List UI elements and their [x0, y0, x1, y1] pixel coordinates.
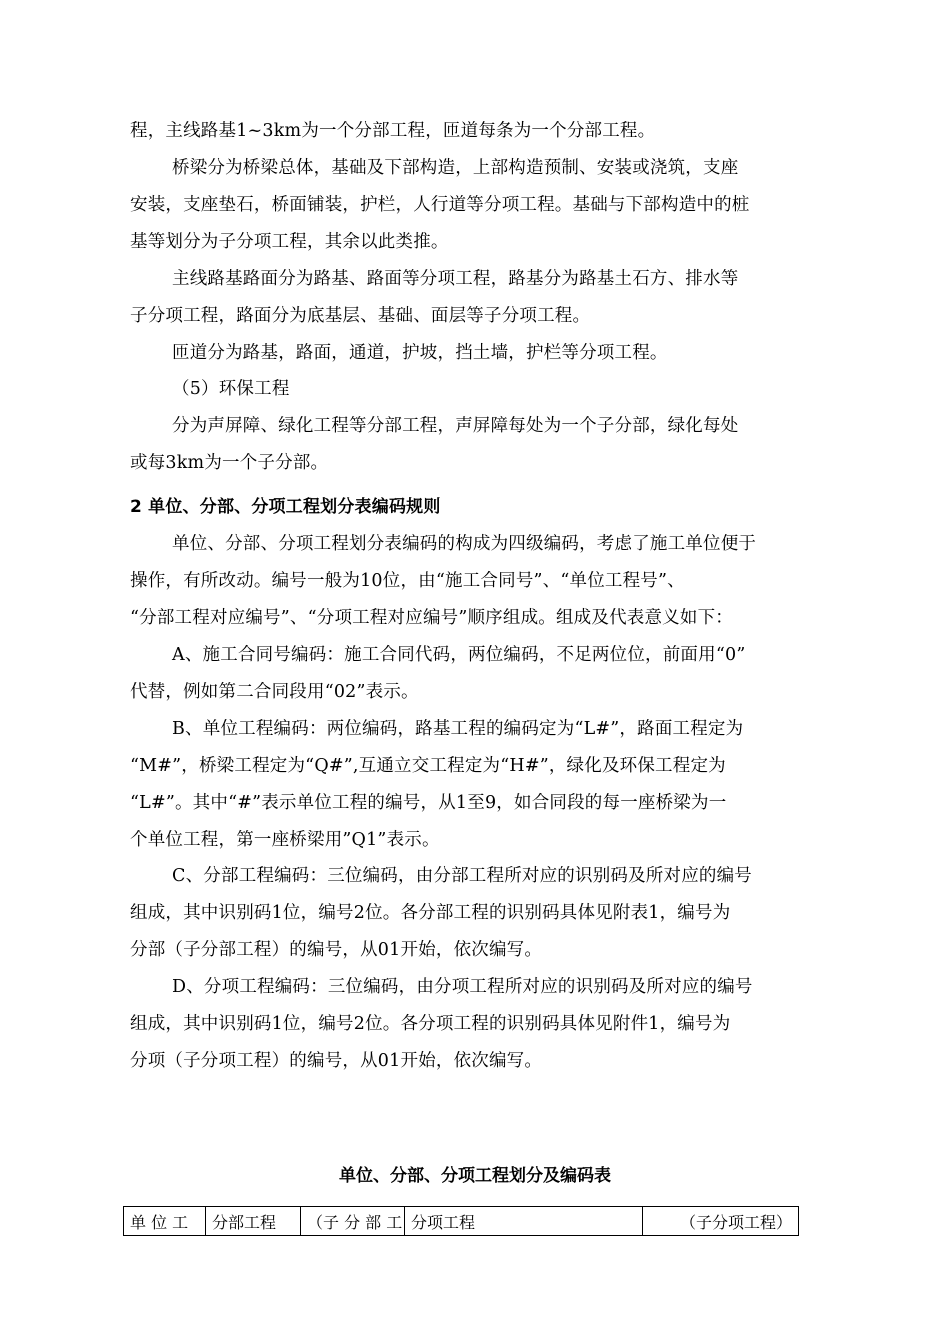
- text-line: “M#”，桥梁工程定为“Q#”,互通立交工程定为“H#”，绿化及环保工程定为: [130, 756, 726, 776]
- text-line: “L#”。其中“#”表示单位工程的编号，从1至9，如合同段的每一座桥梁为一: [130, 793, 727, 813]
- text-line: 分为声屏障、绿化工程等分部工程，声屏障每处为一个子分部，绿化每处: [172, 416, 739, 436]
- text-line: 分部（子分部工程）的编号，从01开始，依次编写。: [130, 940, 543, 960]
- table-header-cell: （子 分 部 工: [301, 1207, 405, 1236]
- text-line: 单位、分部、分项工程划分表编码的构成为四级编码，考虑了施工单位便于: [172, 534, 757, 554]
- table-header-row: [124, 1207, 799, 1236]
- text-line: 组成，其中识别码1位，编号2位。各分部工程的识别码具体见附表1，编号为: [130, 903, 731, 923]
- table-header-cell: 分部工程: [206, 1207, 301, 1236]
- text-line: B、单位工程编码：两位编码，路基工程的编码定为“L#”，路面工程定为: [172, 719, 744, 739]
- text-line: C、分部工程编码：三位编码，由分部工程所对应的识别码及所对应的编号: [172, 866, 752, 886]
- text-line: （5）环保工程: [172, 379, 290, 399]
- text-line: A、施工合同号编码：施工合同代码，两位编码，不足两位位，前面用“0”: [172, 645, 746, 665]
- table-title: 单位、分部、分项工程划分及编码表: [339, 1166, 611, 1186]
- table-header-cell: （子分项工程）: [643, 1207, 799, 1236]
- text-line: “分部工程对应编号”、“分项工程对应编号”顺序组成。组成及代表意义如下：: [130, 608, 733, 628]
- text-line: 组成，其中识别码1位，编号2位。各分项工程的识别码具体见附件1，编号为: [130, 1014, 731, 1034]
- text-line: 或每3km为一个子分部。: [130, 453, 329, 473]
- table-header-cell: 分项工程: [405, 1207, 643, 1236]
- text-line: 程，主线路基1~3km为一个分部工程，匝道每条为一个分部工程。: [130, 121, 656, 141]
- text-line: 桥梁分为桥梁总体，基础及下部构造，上部构造预制、安装或浇筑，支座: [172, 158, 739, 178]
- text-line: D、分项工程编码：三位编码，由分项工程所对应的识别码及所对应的编号: [172, 977, 753, 997]
- table-header-cell: 单 位 工: [124, 1207, 206, 1236]
- text-line: 子分项工程，路面分为底基层、基础、面层等子分项工程。: [130, 306, 591, 326]
- text-line: 分项（子分项工程）的编号，从01开始，依次编写。: [130, 1051, 543, 1071]
- text-line: 主线路基路面分为路基、路面等分项工程，路基分为路基土石方、排水等: [172, 269, 739, 289]
- text-line: 个单位工程，第一座桥梁用”Q1”表示。: [130, 830, 440, 850]
- text-line: 代替，例如第二合同段用“02”表示。: [130, 682, 419, 702]
- text-line: 基等划分为子分项工程，其余以此类推。: [130, 232, 449, 252]
- text-line: 匝道分为路基，路面，通道，护坡，挡土墙，护栏等分项工程。: [172, 343, 668, 363]
- division-table: [123, 1206, 799, 1236]
- text-line: 操作，有所改动。编号一般为10位，由“施工合同号”、“单位工程号”、: [130, 571, 685, 591]
- section-heading: 2 单位、分部、分项工程划分表编码规则: [130, 497, 441, 517]
- text-line: 安装，支座垫石，桥面铺装，护栏，人行道等分项工程。基础与下部构造中的桩: [130, 195, 750, 215]
